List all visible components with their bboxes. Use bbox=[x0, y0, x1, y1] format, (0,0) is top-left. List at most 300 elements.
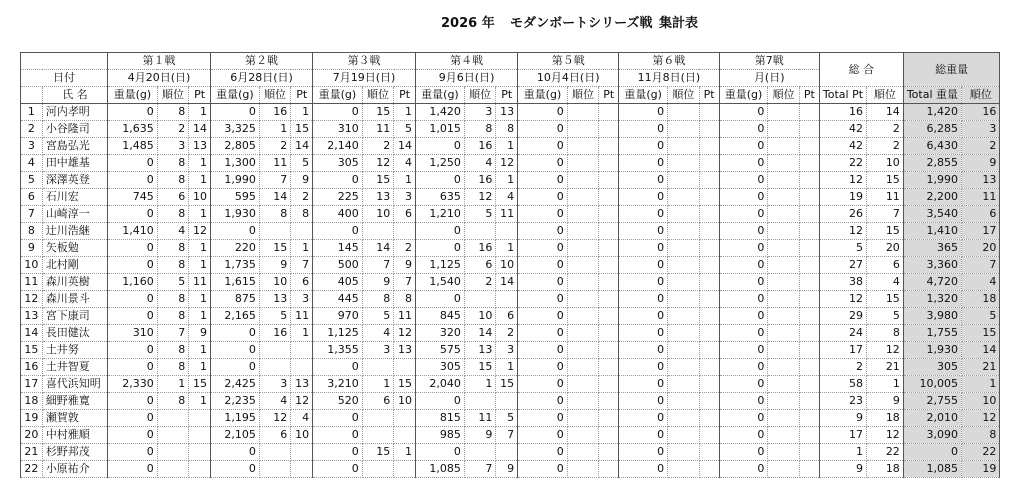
round-2-weight: 1,195 bbox=[211, 410, 260, 427]
round-5-rank bbox=[567, 342, 598, 359]
round-5-weight: 0 bbox=[518, 291, 568, 308]
round-7-rank bbox=[768, 444, 799, 461]
round-5-weight: 0 bbox=[518, 427, 568, 444]
round-7-rank bbox=[768, 410, 799, 427]
total-weight-header: 総重量 bbox=[903, 53, 1000, 87]
round-4-pt: 10 bbox=[496, 257, 518, 274]
weight-rank: 10 bbox=[962, 393, 1000, 410]
total-rank: 6 bbox=[867, 257, 904, 274]
round-2-rank: 13 bbox=[259, 291, 290, 308]
round-3-pt bbox=[394, 359, 416, 376]
total-rank: 4 bbox=[867, 274, 904, 291]
weight-rank: 18 bbox=[962, 291, 1000, 308]
round-7-weight: 0 bbox=[719, 325, 768, 342]
round-3-rank: 2 bbox=[362, 138, 393, 155]
round-4-weight: 0 bbox=[416, 240, 465, 257]
round-5-pt bbox=[599, 223, 619, 240]
total-pt: 22 bbox=[819, 155, 866, 172]
round-3-weight: 145 bbox=[313, 240, 363, 257]
round-7-pt bbox=[799, 444, 819, 461]
round-5-weight: 0 bbox=[518, 155, 568, 172]
round-2-weight: 875 bbox=[211, 291, 260, 308]
round-7-rank bbox=[768, 206, 799, 223]
table-row bbox=[21, 104, 1024, 121]
entrant-number: 8 bbox=[21, 223, 43, 240]
round-5-weight: 0 bbox=[518, 342, 568, 359]
total-weight: 6,285 bbox=[903, 121, 961, 138]
round-1-pt: 15 bbox=[189, 376, 211, 393]
round-5-pt bbox=[599, 155, 619, 172]
round-1-pt: 1 bbox=[189, 257, 211, 274]
round-1-pt: 1 bbox=[189, 359, 211, 376]
entrant-name: 石川宏 bbox=[42, 189, 107, 206]
weight-rank: 3 bbox=[962, 121, 1000, 138]
round-4-rank bbox=[464, 291, 495, 308]
round-6-pt bbox=[699, 240, 719, 257]
round-1-weight: 0 bbox=[108, 393, 158, 410]
round-5-pt bbox=[599, 104, 619, 121]
round-1-pt: 1 bbox=[189, 291, 211, 308]
table-row bbox=[21, 461, 1024, 478]
round-4-weight: 1,210 bbox=[416, 206, 465, 223]
round-4-weight: 320 bbox=[416, 325, 465, 342]
weight-rank: 2 bbox=[962, 138, 1000, 155]
table-row bbox=[21, 342, 1024, 359]
round-5-pt bbox=[599, 308, 619, 325]
weight-header: 重量(g) bbox=[619, 87, 668, 104]
table-row bbox=[21, 172, 1024, 189]
rank-header: 順位 bbox=[259, 87, 290, 104]
round-2-pt: 12 bbox=[291, 393, 313, 410]
round-4-pt: 12 bbox=[496, 155, 518, 172]
round-1-rank: 8 bbox=[157, 104, 188, 121]
round-6-rank bbox=[668, 223, 699, 240]
total-weight: 3,540 bbox=[903, 206, 961, 223]
round-1-rank: 8 bbox=[157, 291, 188, 308]
round-6-rank bbox=[668, 257, 699, 274]
round-3-weight: 520 bbox=[313, 393, 363, 410]
round-2-rank: 10 bbox=[259, 274, 290, 291]
round-4-name: 第４戦 bbox=[416, 53, 518, 70]
round-1-rank: 1 bbox=[157, 376, 188, 393]
round-3-weight: 0 bbox=[313, 172, 363, 189]
weight-rank-header: 順位 bbox=[962, 87, 1000, 104]
round-7-pt bbox=[799, 172, 819, 189]
round-7-weight: 0 bbox=[719, 121, 768, 138]
table-row bbox=[21, 427, 1024, 444]
round-1-weight: 0 bbox=[108, 461, 158, 478]
round-5-weight: 0 bbox=[518, 274, 568, 291]
round-2-rank: 9 bbox=[259, 257, 290, 274]
total-weight: 1,320 bbox=[903, 291, 961, 308]
round-6-rank bbox=[668, 461, 699, 478]
title-series-name: モダンボートシリーズ戦 bbox=[510, 16, 653, 31]
table-row bbox=[21, 257, 1024, 274]
round-2-rank: 1 bbox=[259, 121, 290, 138]
round-6-rank bbox=[668, 291, 699, 308]
round-1-weight: 0 bbox=[108, 155, 158, 172]
round-2-pt: 6 bbox=[291, 274, 313, 291]
round-3-rank: 5 bbox=[362, 308, 393, 325]
round-5-rank bbox=[567, 393, 598, 410]
round-2-pt: 8 bbox=[291, 206, 313, 223]
round-7-weight: 0 bbox=[719, 189, 768, 206]
round-2-pt: 1 bbox=[291, 104, 313, 121]
round-4-pt bbox=[496, 223, 518, 240]
total-weight: 365 bbox=[903, 240, 961, 257]
total-pt: 38 bbox=[819, 274, 866, 291]
round-4-pt: 1 bbox=[496, 138, 518, 155]
total-rank: 15 bbox=[867, 172, 904, 189]
round-4-rank bbox=[464, 223, 495, 240]
round-5-weight: 0 bbox=[518, 359, 568, 376]
total-pt: 23 bbox=[819, 393, 866, 410]
round-7-weight: 0 bbox=[719, 308, 768, 325]
round-7-rank bbox=[768, 223, 799, 240]
round-3-rank: 8 bbox=[362, 291, 393, 308]
round-1-rank: 8 bbox=[157, 206, 188, 223]
entrant-name: 土井智夏 bbox=[42, 359, 107, 376]
round-7-pt bbox=[799, 376, 819, 393]
weight-rank: 21 bbox=[962, 359, 1000, 376]
round-5-pt bbox=[599, 325, 619, 342]
round-5-weight: 0 bbox=[518, 376, 568, 393]
round-4-weight: 2,040 bbox=[416, 376, 465, 393]
weight-rank: 16 bbox=[962, 104, 1000, 121]
round-4-rank: 12 bbox=[464, 189, 495, 206]
round-7-weight: 0 bbox=[719, 427, 768, 444]
round-6-weight: 0 bbox=[619, 240, 668, 257]
round-6-pt bbox=[699, 274, 719, 291]
total-rank: 21 bbox=[867, 359, 904, 376]
round-7-pt bbox=[799, 138, 819, 155]
number-header bbox=[21, 87, 43, 104]
round-1-weight: 0 bbox=[108, 444, 158, 461]
round-1-weight: 0 bbox=[108, 172, 158, 189]
round-4-rank: 10 bbox=[464, 308, 495, 325]
entrant-name: 杉野邦茂 bbox=[42, 444, 107, 461]
round-7-weight: 0 bbox=[719, 342, 768, 359]
rank-header: 順位 bbox=[668, 87, 699, 104]
table-row bbox=[21, 376, 1024, 393]
round-2-pt: 3 bbox=[291, 291, 313, 308]
round-2-rank bbox=[259, 223, 290, 240]
round-5-pt bbox=[599, 206, 619, 223]
round-6-weight: 0 bbox=[619, 376, 668, 393]
round-5-rank bbox=[567, 121, 598, 138]
round-7-pt bbox=[799, 155, 819, 172]
round-2-pt bbox=[291, 342, 313, 359]
table-row bbox=[21, 410, 1024, 427]
round-1-pt bbox=[189, 410, 211, 427]
round-5-date: 10月4日(日) bbox=[518, 70, 619, 87]
round-1-rank: 8 bbox=[157, 155, 188, 172]
entrant-number: 11 bbox=[21, 274, 43, 291]
round-4-weight: 845 bbox=[416, 308, 465, 325]
round-7-weight: 0 bbox=[719, 444, 768, 461]
total-rank: 18 bbox=[867, 461, 904, 478]
entrant-number: 6 bbox=[21, 189, 43, 206]
round-3-rank bbox=[362, 223, 393, 240]
pt-header: Pt bbox=[394, 87, 416, 104]
round-4-pt: 1 bbox=[496, 240, 518, 257]
round-7-weight: 0 bbox=[719, 359, 768, 376]
round-6-weight: 0 bbox=[619, 325, 668, 342]
rank-header: 順位 bbox=[567, 87, 598, 104]
round-3-pt bbox=[394, 223, 416, 240]
entrant-name: 山崎淳一 bbox=[42, 206, 107, 223]
weight-rank: 14 bbox=[962, 342, 1000, 359]
round-6-weight: 0 bbox=[619, 104, 668, 121]
weight-rank: 6 bbox=[962, 206, 1000, 223]
round-3-pt: 13 bbox=[394, 342, 416, 359]
round-5-pt bbox=[599, 444, 619, 461]
weight-rank: 7 bbox=[962, 257, 1000, 274]
round-3-pt: 7 bbox=[394, 274, 416, 291]
total-weight: 0 bbox=[903, 444, 961, 461]
table-row bbox=[21, 138, 1024, 155]
round-4-weight: 1,015 bbox=[416, 121, 465, 138]
round-3-pt: 9 bbox=[394, 257, 416, 274]
entrant-name: 長田健汰 bbox=[42, 325, 107, 342]
weight-rank: 15 bbox=[962, 325, 1000, 342]
total-weight: 2,200 bbox=[903, 189, 961, 206]
entrant-number: 21 bbox=[21, 444, 43, 461]
round-4-weight: 815 bbox=[416, 410, 465, 427]
title-sheet-name: 集計表 bbox=[659, 16, 699, 31]
entrant-name: 河内孝明 bbox=[42, 104, 107, 121]
round-4-rank bbox=[464, 444, 495, 461]
round-3-rank: 9 bbox=[362, 274, 393, 291]
round-2-rank: 16 bbox=[259, 325, 290, 342]
total-weight: 3,980 bbox=[903, 308, 961, 325]
entrant-name: 森川英樹 bbox=[42, 274, 107, 291]
total-rank: 5 bbox=[867, 308, 904, 325]
round-3-rank: 15 bbox=[362, 172, 393, 189]
round-6-pt bbox=[699, 172, 719, 189]
round-2-pt: 4 bbox=[291, 410, 313, 427]
weight-rank: 8 bbox=[962, 427, 1000, 444]
round-5-rank bbox=[567, 104, 598, 121]
round-2-pt bbox=[291, 461, 313, 478]
total-weight: 305 bbox=[903, 359, 961, 376]
weight-header: 重量(g) bbox=[313, 87, 363, 104]
total-pt: 17 bbox=[819, 342, 866, 359]
round-1-weight: 0 bbox=[108, 257, 158, 274]
header-row-round-names bbox=[21, 53, 1024, 70]
round-1-weight: 1,635 bbox=[108, 121, 158, 138]
round-2-pt: 13 bbox=[291, 376, 313, 393]
round-6-pt bbox=[699, 206, 719, 223]
round-6-weight: 0 bbox=[619, 138, 668, 155]
round-2-date: 6月28日(日) bbox=[211, 70, 313, 87]
round-5-pt bbox=[599, 274, 619, 291]
weight-header: 重量(g) bbox=[108, 87, 158, 104]
round-3-rank: 10 bbox=[362, 206, 393, 223]
round-5-name: 第５戦 bbox=[518, 53, 619, 70]
round-5-weight: 0 bbox=[518, 257, 568, 274]
entrant-number: 2 bbox=[21, 121, 43, 138]
round-4-pt: 8 bbox=[496, 121, 518, 138]
round-2-weight: 0 bbox=[211, 444, 260, 461]
name-header: 氏 名 bbox=[42, 87, 107, 104]
round-7-pt bbox=[799, 121, 819, 138]
pt-header: Pt bbox=[699, 87, 719, 104]
round-4-pt: 7 bbox=[496, 427, 518, 444]
round-2-pt: 14 bbox=[291, 138, 313, 155]
header-row-columns bbox=[21, 87, 1024, 104]
round-3-rank: 1 bbox=[362, 376, 393, 393]
round-2-weight: 1,300 bbox=[211, 155, 260, 172]
round-1-weight: 0 bbox=[108, 308, 158, 325]
round-7-pt bbox=[799, 291, 819, 308]
round-3-weight: 0 bbox=[313, 359, 363, 376]
round-3-pt: 8 bbox=[394, 291, 416, 308]
entrant-number: 16 bbox=[21, 359, 43, 376]
table-row bbox=[21, 393, 1024, 410]
round-2-weight: 2,165 bbox=[211, 308, 260, 325]
round-3-rank bbox=[362, 427, 393, 444]
round-1-rank bbox=[157, 427, 188, 444]
round-7-pt bbox=[799, 325, 819, 342]
round-4-weight: 1,250 bbox=[416, 155, 465, 172]
round-2-rank: 14 bbox=[259, 189, 290, 206]
table-row bbox=[21, 291, 1024, 308]
entrant-name: 中村雅順 bbox=[42, 427, 107, 444]
round-3-weight: 0 bbox=[313, 223, 363, 240]
round-1-pt bbox=[189, 427, 211, 444]
total-pt: 12 bbox=[819, 172, 866, 189]
total-pt: 2 bbox=[819, 359, 866, 376]
round-4-weight: 1,540 bbox=[416, 274, 465, 291]
round-5-weight: 0 bbox=[518, 240, 568, 257]
total-pt: 42 bbox=[819, 121, 866, 138]
round-1-pt bbox=[189, 444, 211, 461]
round-5-weight: 0 bbox=[518, 444, 568, 461]
entrant-number: 9 bbox=[21, 240, 43, 257]
round-2-rank: 3 bbox=[259, 376, 290, 393]
round-7-rank bbox=[768, 359, 799, 376]
round-6-rank bbox=[668, 189, 699, 206]
round-1-rank: 8 bbox=[157, 257, 188, 274]
round-2-rank: 6 bbox=[259, 427, 290, 444]
round-1-rank: 7 bbox=[157, 325, 188, 342]
round-2-weight: 1,990 bbox=[211, 172, 260, 189]
round-5-weight: 0 bbox=[518, 325, 568, 342]
round-1-rank: 4 bbox=[157, 223, 188, 240]
round-6-pt bbox=[699, 359, 719, 376]
table-row bbox=[21, 325, 1024, 342]
round-3-weight: 0 bbox=[313, 461, 363, 478]
round-6-pt bbox=[699, 104, 719, 121]
round-1-pt bbox=[189, 461, 211, 478]
round-7-rank bbox=[768, 308, 799, 325]
round-4-weight: 0 bbox=[416, 138, 465, 155]
total-pt-header: Total Pt bbox=[819, 87, 866, 104]
round-5-pt bbox=[599, 138, 619, 155]
entrant-number: 18 bbox=[21, 393, 43, 410]
entrant-name: 辻川浩継 bbox=[42, 223, 107, 240]
round-3-rank: 13 bbox=[362, 189, 393, 206]
round-6-weight: 0 bbox=[619, 189, 668, 206]
table-row bbox=[21, 359, 1024, 376]
total-pt: 12 bbox=[819, 223, 866, 240]
round-2-weight: 2,105 bbox=[211, 427, 260, 444]
round-4-pt: 6 bbox=[496, 308, 518, 325]
round-1-rank bbox=[157, 461, 188, 478]
round-7-weight: 0 bbox=[719, 172, 768, 189]
round-6-rank bbox=[668, 376, 699, 393]
round-6-rank bbox=[668, 104, 699, 121]
round-6-pt bbox=[699, 376, 719, 393]
entrant-number: 1 bbox=[21, 104, 43, 121]
round-3-weight: 500 bbox=[313, 257, 363, 274]
round-2-rank: 16 bbox=[259, 104, 290, 121]
round-4-rank: 14 bbox=[464, 325, 495, 342]
round-7-rank bbox=[768, 461, 799, 478]
round-2-pt: 15 bbox=[291, 121, 313, 138]
round-1-weight: 0 bbox=[108, 427, 158, 444]
round-7-pt bbox=[799, 461, 819, 478]
entrant-name: 森川景斗 bbox=[42, 291, 107, 308]
round-7-pt bbox=[799, 104, 819, 121]
round-5-pt bbox=[599, 121, 619, 138]
round-6-rank bbox=[668, 427, 699, 444]
round-7-weight: 0 bbox=[719, 138, 768, 155]
entrant-number: 17 bbox=[21, 376, 43, 393]
round-3-pt: 6 bbox=[394, 206, 416, 223]
round-3-name: 第３戦 bbox=[313, 53, 416, 70]
round-5-rank bbox=[567, 376, 598, 393]
round-1-weight: 745 bbox=[108, 189, 158, 206]
round-5-pt bbox=[599, 189, 619, 206]
pt-header: Pt bbox=[291, 87, 313, 104]
round-7-rank bbox=[768, 121, 799, 138]
round-6-rank bbox=[668, 359, 699, 376]
round-4-rank: 1 bbox=[464, 376, 495, 393]
total-rank: 18 bbox=[867, 410, 904, 427]
round-7-pt bbox=[799, 240, 819, 257]
round-6-rank bbox=[668, 410, 699, 427]
round-6-weight: 0 bbox=[619, 342, 668, 359]
total-rank: 10 bbox=[867, 155, 904, 172]
entrant-name: 宮島弘光 bbox=[42, 138, 107, 155]
round-7-rank bbox=[768, 104, 799, 121]
date-label: 日付 bbox=[21, 70, 108, 87]
round-7-pt bbox=[799, 342, 819, 359]
round-2-rank: 11 bbox=[259, 155, 290, 172]
round-4-rank bbox=[464, 393, 495, 410]
total-rank: 14 bbox=[867, 104, 904, 121]
round-3-pt: 1 bbox=[394, 172, 416, 189]
round-3-rank bbox=[362, 359, 393, 376]
round-5-rank bbox=[567, 155, 598, 172]
round-4-weight: 575 bbox=[416, 342, 465, 359]
total-rank: 11 bbox=[867, 189, 904, 206]
round-4-rank: 15 bbox=[464, 359, 495, 376]
round-7-weight: 0 bbox=[719, 240, 768, 257]
round-3-pt: 2 bbox=[394, 240, 416, 257]
title-year: 2026 年 bbox=[441, 16, 495, 31]
round-1-pt: 14 bbox=[189, 121, 211, 138]
round-2-rank: 8 bbox=[259, 206, 290, 223]
total-pt: 29 bbox=[819, 308, 866, 325]
round-7-rank bbox=[768, 274, 799, 291]
round-2-rank: 15 bbox=[259, 240, 290, 257]
round-3-pt: 4 bbox=[394, 155, 416, 172]
round-5-pt bbox=[599, 461, 619, 478]
round-2-pt: 1 bbox=[291, 240, 313, 257]
